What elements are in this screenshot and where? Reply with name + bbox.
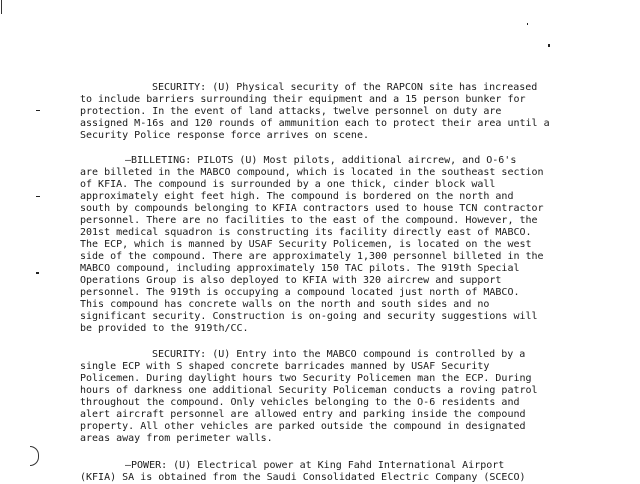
text-line: SECURITY: (U) Physical security of the RAPCON site has increased [152, 82, 538, 93]
text-line: The ECP, which is manned by USAF Security Policemen, is located on the west [80, 239, 532, 250]
text-line: single ECP with S shaped concrete barricades manned by USAF Security [80, 361, 490, 372]
text-line: protection. In the event of land attacks, twelve personnel on duty are [80, 106, 502, 117]
text-line: are billeted in the MABCO compound, which is located in the southeast section [80, 167, 544, 178]
text-line: MABCO compound, including approximately 150 TAC pilots. The 919th Special [80, 263, 520, 274]
text-line: property. All other vehicles are parked outside the compound in designated [80, 421, 526, 432]
text-line: throughout the compound. Only vehicles belonging to the O-6 residents and [80, 397, 520, 408]
scan-speck [527, 23, 528, 25]
scan-edge-line [1, 0, 2, 14]
text-line: hours of darkness one additional Security Policeman conducts a roving patrol [80, 385, 538, 396]
scan-speck [36, 272, 39, 274]
text-line: This compound has concrete walls on the north and south sides and no [80, 299, 490, 310]
scan-speck [36, 110, 40, 111]
text-line: areas away from perimeter walls. [80, 433, 273, 444]
text-line: Security Police response force arrives on scene. [80, 130, 369, 141]
text-line: personnel. The 919th is occupying a compound located just north of MABCO. [80, 287, 520, 298]
text-line: alert aircraft personnel are allowed entry and parking inside the compound [80, 409, 526, 420]
text-line: SECURITY: (U) Entry into the MABCO compound is controlled by a [152, 349, 526, 360]
text-line: significant security. Construction is on-going and security suggestions will [80, 311, 538, 322]
scan-speck [548, 44, 550, 47]
text-line: Operations Group is also deployed to KFIA with 320 aircrew and support [80, 275, 502, 286]
text-line: Policemen. During daylight hours two Security Policemen man the ECP. During [80, 373, 532, 384]
text-line: south by compounds belonging to KFIA contractors used to house TCN contractor [80, 203, 544, 214]
text-line: (KFIA) SA is obtained from the Saudi Consolidated Electric Company (SCECO) [80, 472, 526, 483]
text-line: side of the compound. There are approximately 1,300 personnel billeted in the [80, 251, 544, 262]
text-line: —POWER: (U) Electrical power at King Fahd International Airport [125, 460, 505, 471]
punch-hole-mark [30, 446, 39, 466]
text-line: be provided to the 919th/CC. [80, 323, 249, 334]
scan-speck [36, 196, 40, 197]
text-line: personnel. There are no facilities to the east of the compound. However, the [80, 215, 538, 226]
text-line: 201st medical squadron is constructing its facility directly east of MABCO. [80, 227, 532, 238]
text-line: of KFIA. The compound is surrounded by a one thick, cinder block wall [80, 179, 496, 190]
text-line: —BILLETING: PILOTS (U) Most pilots, additional aircrew, and O-6's [125, 155, 517, 166]
text-line: approximately eight feet high. The compound is bordered on the north and [80, 191, 514, 202]
text-line: to include barriers surrounding their equipment and a 15 person bunker for [80, 94, 526, 105]
text-line: assigned M-16s and 120 rounds of ammunition each to protect their area until a [80, 118, 550, 129]
